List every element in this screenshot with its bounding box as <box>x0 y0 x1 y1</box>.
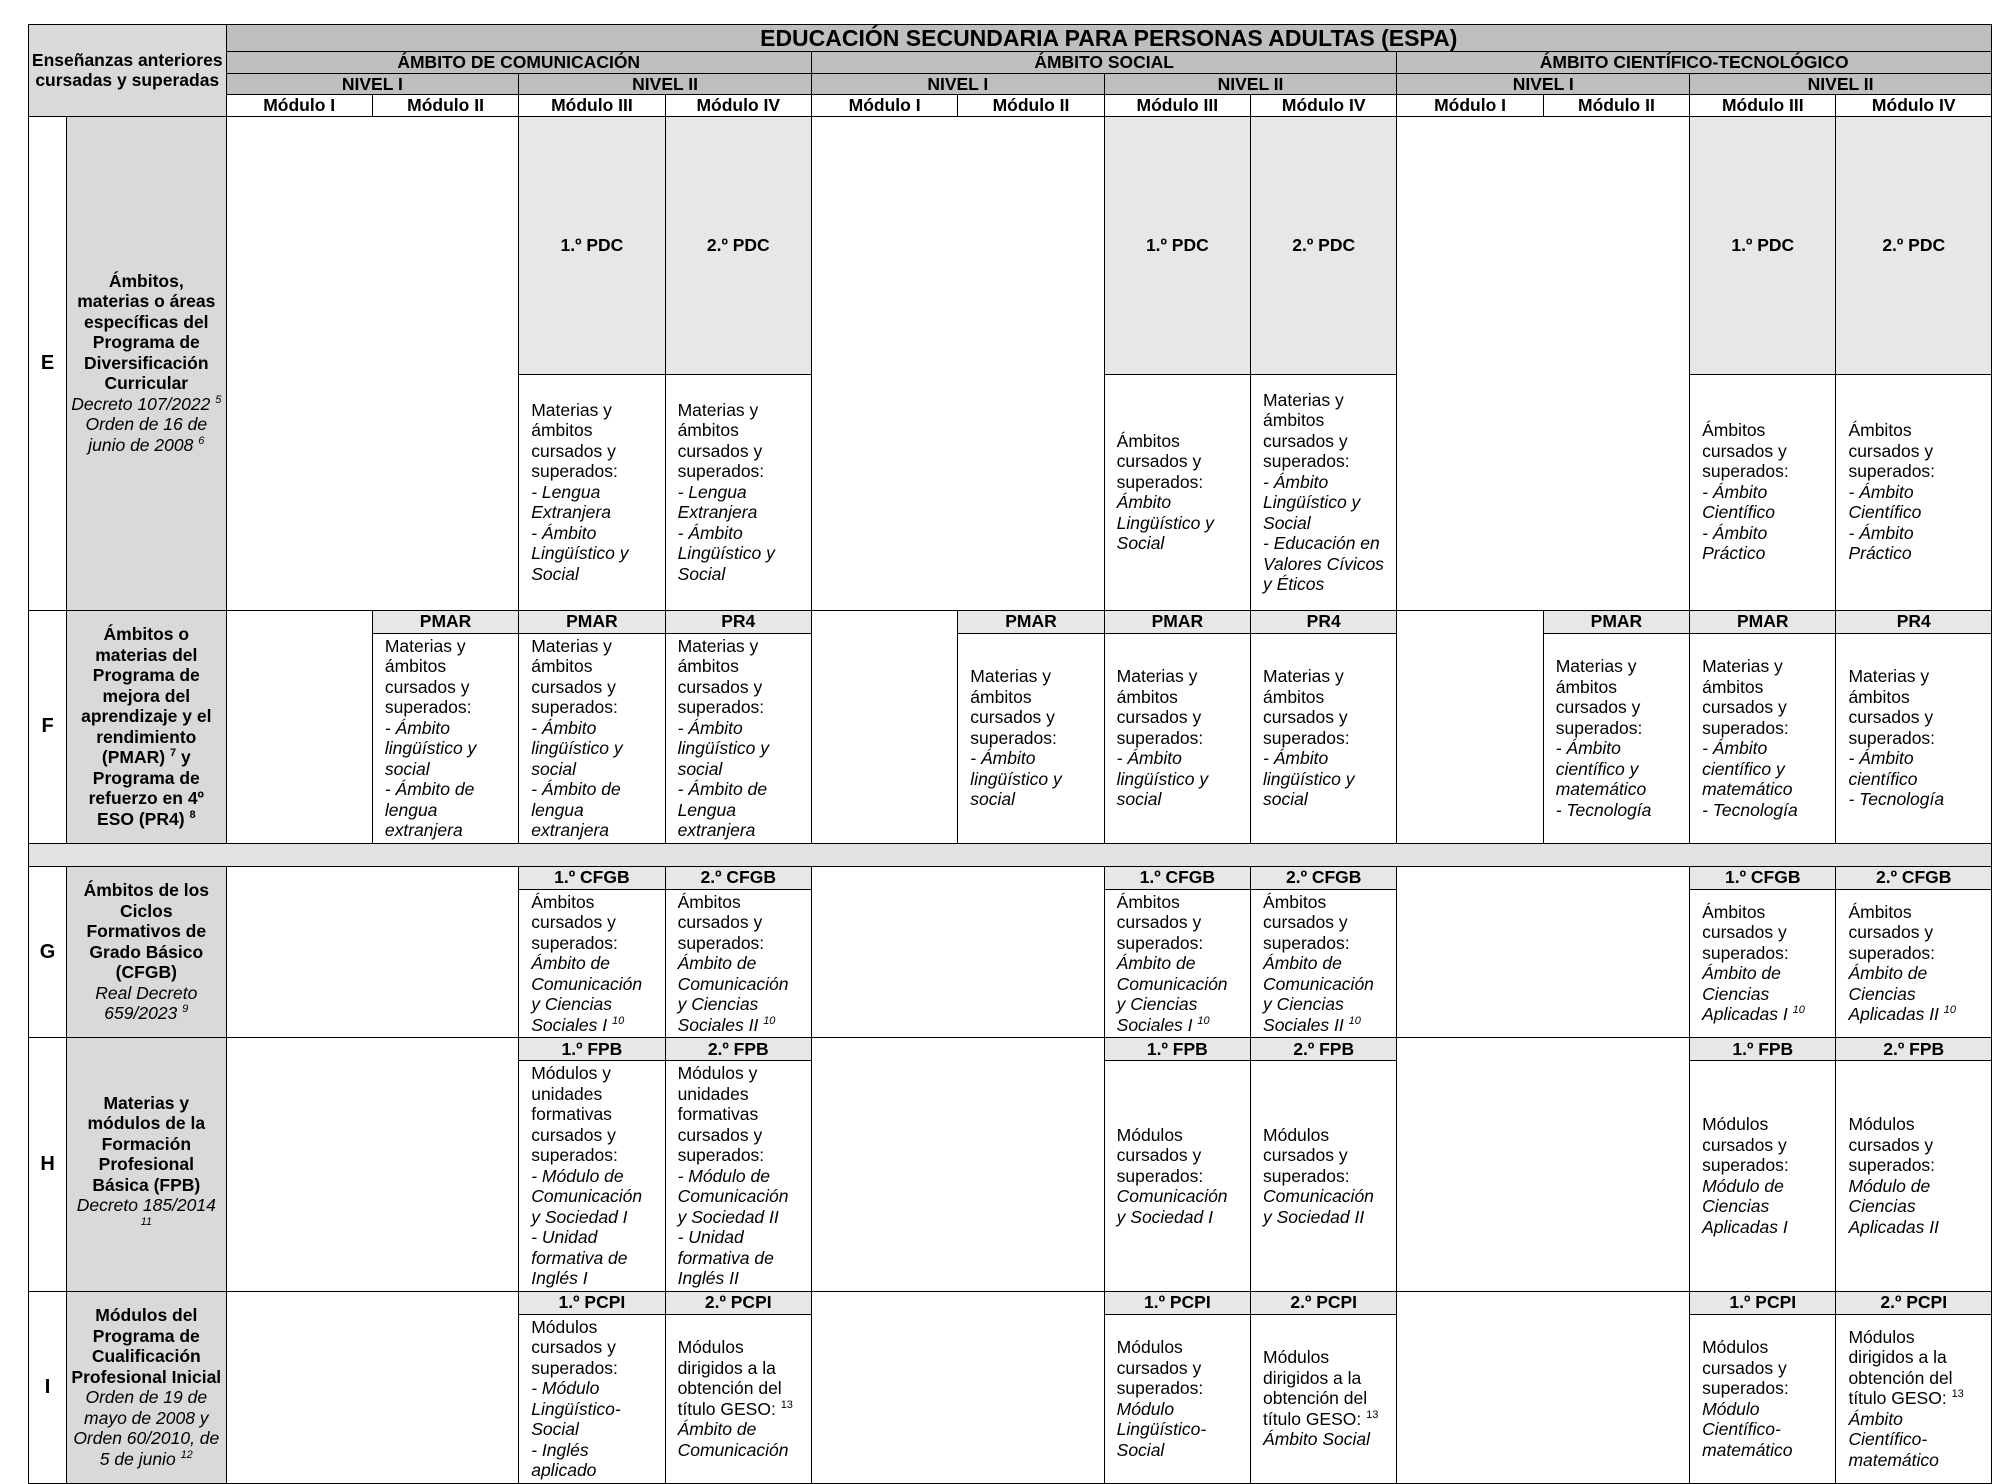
cell-text: Módulos cursados y superados: <box>1116 1124 1204 1186</box>
footnote-ref: 13 <box>1951 1388 1964 1401</box>
modulo-header: Módulo I <box>811 95 957 117</box>
row-label-ref <box>71 414 221 455</box>
course-header: 1.º FPB <box>519 1038 665 1061</box>
cell-text: Ámbitos cursados y superados: <box>1116 891 1204 953</box>
cell-text: Módulos y unidades formativas cursados y superados: <box>531 1063 618 1165</box>
cell-items: - Ámbito lingüístico y social - Ámbito de lengua extranjera <box>531 717 623 840</box>
row-label-ref-text: Decreto 107/2022 <box>71 393 211 414</box>
footnote-ref: 6 <box>198 434 205 447</box>
equivalence-cell <box>519 633 665 843</box>
course-header: 2.º PDC <box>665 116 811 374</box>
cell-items: Ámbito Lingüístico y Social <box>1116 492 1214 553</box>
cell-text: Ámbitos cursados y superados: <box>1848 420 1936 482</box>
row-letter: H <box>29 1038 67 1292</box>
empty-cell <box>1397 1291 1690 1483</box>
modulo-header: Módulo III <box>1690 95 1836 117</box>
row-letter: G <box>29 866 67 1038</box>
row-f <box>29 610 1992 633</box>
cell-items: - Módulo de Comunicación y Sociedad II - Unidad formativa de Inglés II <box>677 1165 789 1288</box>
equivalence-cell <box>1690 633 1836 843</box>
footnote-ref: 10 <box>1792 1004 1805 1017</box>
course-header: PMAR <box>1104 610 1250 633</box>
footnote-ref: 5 <box>215 393 222 406</box>
cell-text: Ámbitos cursados y superados: <box>1702 901 1789 963</box>
equivalence-cell <box>1543 633 1689 843</box>
ambito-comunicacion: ÁMBITO DE COMUNICACIÓN <box>226 52 811 74</box>
row-i <box>29 1291 1992 1314</box>
course-header: 1.º PDC <box>1104 116 1250 374</box>
empty-cell <box>1397 1038 1690 1292</box>
cell-text: Módulos dirigidos a la obtención del título GESO: <box>1848 1326 1953 1409</box>
course-header: PMAR <box>1690 610 1836 633</box>
modulo-header: Módulo III <box>1104 95 1250 117</box>
course-header: 2.º PDC <box>1836 116 1992 374</box>
cell-text: Materias y ámbitos cursados y superados: <box>384 635 472 717</box>
cell-items <box>678 953 799 1035</box>
modulo-header: Módulo III <box>519 95 665 117</box>
footnote-ref: 7 <box>169 747 177 760</box>
empty-cell <box>226 866 519 1038</box>
cell-items-text: Ámbito de Comunicación y Ciencias Sociales II <box>677 953 789 1035</box>
row-letter: E <box>29 116 67 610</box>
course-header: 2.º CFGB <box>665 866 811 889</box>
empty-cell <box>1397 116 1690 610</box>
course-header: PR4 <box>665 610 811 633</box>
cell-items-text: Ámbito de Ciencias Aplicadas II <box>1848 963 1939 1025</box>
row-label <box>67 1291 226 1483</box>
row-label-title-a: Ámbitos o materias del Programa de mejora del aprendizaje y el rendimiento (PMAR) <box>81 624 212 767</box>
row-label <box>67 116 226 610</box>
course-header: 2.º PCPI <box>665 1291 811 1314</box>
cell-items: Módulo de Ciencias Aplicadas I <box>1702 1175 1788 1237</box>
cell-items: Ámbito de Comunicación <box>677 1419 789 1460</box>
cell-text: Ámbitos cursados y superados: <box>1116 430 1204 492</box>
course-header: 1.º CFGB <box>519 866 665 889</box>
empty-cell <box>811 1291 1104 1483</box>
nivel-i-comunicacion: NIVEL I <box>226 73 519 95</box>
cell-text: Materias y ámbitos cursados y superados: <box>677 399 765 482</box>
equivalence-cell <box>1251 1061 1397 1292</box>
cell-items <box>1263 953 1384 1035</box>
cell-text: Materias y ámbitos cursados y superados: <box>1116 666 1204 748</box>
modulo-header: Módulo II <box>1543 95 1689 117</box>
nivel-i-social: NIVEL I <box>811 73 1104 95</box>
cell-items <box>1117 953 1238 1035</box>
equivalence-cell <box>1251 889 1397 1038</box>
cell-text: Módulos cursados y superados: <box>1702 1337 1789 1398</box>
nivel-i-cientifico: NIVEL I <box>1397 73 1690 95</box>
cell-text: Materias y ámbitos cursados y superados: <box>970 666 1057 748</box>
course-header: 1.º PDC <box>1690 116 1836 374</box>
footnote-ref: 10 <box>763 1014 776 1027</box>
equivalence-cell <box>665 1061 811 1292</box>
row-letter: I <box>29 1291 67 1483</box>
cell-text: Módulos cursados y superados: <box>531 1316 618 1378</box>
equivalence-cell <box>1251 633 1397 843</box>
course-header: PMAR <box>958 610 1104 633</box>
course-header: 1.º CFGB <box>1104 866 1250 889</box>
row-g <box>29 866 1992 889</box>
cell-text: Materias y ámbitos cursados y superados: <box>531 635 618 717</box>
cell-items-text: Ámbito de Comunicación y Ciencias Sociales I <box>1116 953 1228 1035</box>
equivalence-cell <box>665 1314 811 1483</box>
nivel-ii-cientifico: NIVEL II <box>1690 73 1992 95</box>
empty-cell <box>811 866 1104 1038</box>
cell-text: Módulos y unidades formativas cursados y superados: <box>677 1063 765 1165</box>
course-header: 2.º PDC <box>1251 116 1397 374</box>
cell-items-text: Ámbito de Comunicación y Ciencias Sociales II <box>1263 953 1374 1035</box>
cell-text: Materias y ámbitos cursados y superados: <box>1848 666 1936 748</box>
course-header: 1.º CFGB <box>1690 866 1836 889</box>
nivel-ii-comunicacion: NIVEL II <box>519 73 812 95</box>
footnote-ref: 8 <box>189 808 196 821</box>
cell-items: - Ámbito científico y matemático - Tecnología <box>1555 738 1652 820</box>
equivalence-cell <box>1104 889 1250 1038</box>
row-label-ref-text: Decreto 185/2014 <box>76 1195 216 1215</box>
equivalence-cell <box>1690 1314 1836 1483</box>
cell-items: - Ámbito científico - Tecnología <box>1848 748 1945 810</box>
row-label-ref <box>71 1195 221 1236</box>
row-label-title: Ámbitos, materias o áreas específicas del Programa de Diversificación Curricular <box>77 270 216 394</box>
cell-items: - Ámbito científico y matemático - Tecnología <box>1702 738 1798 820</box>
footnote-ref: 10 <box>1943 1004 1957 1017</box>
empty-cell <box>226 116 519 610</box>
row-label-title: Ámbitos de los Ciclos Formativos de Grado Básico (CFGB) <box>83 880 210 982</box>
equivalence-cell <box>665 889 811 1038</box>
equivalence-cell <box>519 1314 665 1483</box>
cell-text: Módulos dirigidos a la obtención del título GESO: <box>1263 1347 1368 1429</box>
row-label-ref <box>71 1387 221 1469</box>
course-header: PMAR <box>519 610 665 633</box>
cell-items-text: Ámbito de Ciencias Aplicadas I <box>1702 963 1788 1025</box>
modulo-header: Módulo I <box>1397 95 1543 117</box>
row-label <box>67 1038 226 1292</box>
row-label-ref-text: Orden de 16 de junio de 2008 <box>85 414 208 455</box>
cell-text: Materias y ámbitos cursados y superados: <box>1263 666 1350 748</box>
cell-items: Comunicación y Sociedad II <box>1263 1186 1374 1227</box>
cell-text: Materias y ámbitos cursados y superados: <box>677 635 765 717</box>
empty-cell <box>811 1038 1104 1292</box>
course-header: PR4 <box>1836 610 1992 633</box>
cell-items: - Módulo de Comunicación y Sociedad I - Unidad formativa de Inglés I <box>531 1165 643 1288</box>
equivalence-cell <box>1690 889 1836 1038</box>
row-label-ref-text: Orden de 19 de mayo de 2008 y Orden 60/2010, de 5 de junio <box>73 1387 220 1469</box>
modulo-header: Módulo I <box>226 95 372 117</box>
equivalence-cell <box>958 633 1104 843</box>
footnote-ref: 13 <box>1366 1408 1379 1421</box>
row-label-title: Módulos del Programa de Cualificación Profesional Inicial <box>71 1305 222 1387</box>
modulo-header: Módulo II <box>372 95 518 117</box>
cell-items: - Ámbito lingüístico y social - Ámbito de lengua extranjera <box>384 717 477 840</box>
course-header: PR4 <box>1251 610 1397 633</box>
modulo-header: Módulo IV <box>665 95 811 117</box>
equivalence-cell <box>1251 374 1397 610</box>
row-label-title: Materias y módulos de la Formación Profesional Básica (FPB) <box>87 1092 206 1195</box>
course-header: 1.º FPB <box>1690 1038 1836 1061</box>
course-header: 2.º FPB <box>1251 1038 1397 1061</box>
cell-text: Materias y ámbitos cursados y superados: <box>531 399 618 482</box>
equivalence-cell <box>519 889 665 1038</box>
cell-items: Comunicación y Sociedad I <box>1116 1186 1228 1227</box>
row-label-ref <box>71 983 221 1024</box>
row-h <box>29 1038 1992 1061</box>
corner-header: Enseñanzas anteriores cursadas y superadas <box>29 25 227 117</box>
cell-text: Ámbitos cursados y superados: <box>677 891 765 953</box>
empty-cell <box>811 116 1104 610</box>
equivalence-cell <box>1690 374 1836 610</box>
cell-text: Módulos dirigidos a la obtención del título GESO: <box>677 1337 782 1419</box>
row-label-ref <box>71 394 221 415</box>
cell-items: Módulo Lingüístico-Social <box>1116 1398 1207 1460</box>
row-letter: F <box>29 610 67 843</box>
cell-items: Módulo de Ciencias Aplicadas II <box>1848 1175 1939 1237</box>
section-separator <box>29 843 1992 866</box>
cell-items <box>531 953 652 1035</box>
cell-text: Ámbitos cursados y superados: <box>1702 420 1789 482</box>
footnote-ref: 10 <box>1348 1014 1361 1027</box>
cell-items: - Ámbito Científico - Ámbito Práctico <box>1848 481 1922 564</box>
footnote-ref: 9 <box>182 1003 189 1016</box>
cell-text: Materias y ámbitos cursados y superados: <box>1555 656 1643 738</box>
equivalence-cell <box>1104 1061 1250 1292</box>
cell-text: Módulos cursados y superados: <box>1116 1337 1204 1398</box>
course-header: 2.º FPB <box>1836 1038 1992 1061</box>
equivalence-cell <box>1836 1061 1992 1292</box>
ambito-cientifico: ÁMBITO CIENTÍFICO-TECNOLÓGICO <box>1397 52 1992 74</box>
cell-items: - Ámbito lingüístico y social <box>1116 748 1209 810</box>
cell-text: Ámbitos cursados y superados: <box>1848 901 1936 963</box>
cell-text: Módulos cursados y superados: <box>1848 1114 1936 1176</box>
cell-items: - Lengua Extranjera - Ámbito Lingüístico y Social <box>531 481 629 584</box>
equivalence-cell <box>665 633 811 843</box>
course-header: 2.º FPB <box>665 1038 811 1061</box>
row-label-ref-text: Real Decreto 659/2023 <box>95 982 198 1023</box>
equivalence-cell <box>1836 633 1992 843</box>
empty-cell <box>1397 866 1690 1038</box>
empty-cell <box>1397 610 1543 843</box>
cell-items-text: Ámbito de Comunicación y Ciencias Sociales I <box>531 953 643 1035</box>
footnote-ref: 13 <box>780 1398 793 1411</box>
cell-items <box>1702 963 1823 1025</box>
cell-items <box>1848 963 1979 1025</box>
course-header: 2.º PCPI <box>1251 1291 1397 1314</box>
row-label <box>67 866 226 1038</box>
modulo-header: Módulo IV <box>1836 95 1992 117</box>
cell-text: Ámbitos cursados y superados: <box>1263 891 1350 953</box>
equivalence-cell <box>519 1061 665 1292</box>
footnote-ref: 10 <box>1197 1014 1210 1027</box>
ambito-social: ÁMBITO SOCIAL <box>811 52 1396 74</box>
main-title: EDUCACIÓN SECUNDARIA PARA PERSONAS ADULTAS (ESPA) <box>226 25 1992 52</box>
footnote-ref: 10 <box>611 1014 625 1027</box>
cell-items: - Ámbito lingüístico y social <box>970 748 1062 810</box>
cell-items: - Lengua Extranjera - Ámbito Lingüístico y Social <box>677 481 775 584</box>
equivalence-cell <box>519 374 665 610</box>
separator-bar <box>29 843 1992 866</box>
row-e <box>29 116 1992 374</box>
empty-cell <box>226 1291 519 1483</box>
cell-text: Materias y ámbitos cursados y superados: <box>1702 656 1789 738</box>
equivalence-cell <box>372 633 518 843</box>
course-header: 1.º PCPI <box>519 1291 665 1314</box>
nivel-ii-social: NIVEL II <box>1104 73 1397 95</box>
empty-cell <box>811 610 957 843</box>
course-header: 1.º PDC <box>519 116 665 374</box>
modulo-header: Módulo II <box>958 95 1104 117</box>
cell-text: Ámbitos cursados y superados: <box>531 891 618 953</box>
cell-items: - Módulo Lingüístico-Social - Inglés aplicado <box>531 1378 621 1480</box>
course-header: 1.º PCPI <box>1690 1291 1836 1314</box>
cell-items: - Ámbito lingüístico y social <box>1263 748 1355 810</box>
modulo-header: Módulo IV <box>1251 95 1397 117</box>
cell-items: Módulo Científico-matemático <box>1702 1398 1793 1460</box>
cell-items: - Ámbito Científico - Ámbito Práctico <box>1702 481 1776 564</box>
course-header: 1.º FPB <box>1104 1038 1250 1061</box>
row-label-title-b: y Programa de refuerzo en 4º ESO (PR4) <box>88 747 204 829</box>
equivalence-cell <box>1251 1314 1397 1483</box>
course-header: 1.º PCPI <box>1104 1291 1250 1314</box>
footnote-ref: 12 <box>180 1448 193 1461</box>
course-header: 2.º CFGB <box>1836 866 1992 889</box>
cell-text: Módulos cursados y superados: <box>1263 1124 1350 1186</box>
cell-text: Materias y ámbitos cursados y superados: <box>1263 389 1350 471</box>
course-header: 2.º PCPI <box>1836 1291 1992 1314</box>
empty-cell <box>226 1038 519 1292</box>
cell-text: Módulos cursados y superados: <box>1702 1114 1789 1176</box>
cell-items: Ámbito Científico-matemático <box>1848 1408 1939 1470</box>
cell-items: Ámbito Social <box>1263 1429 1371 1450</box>
equivalence-cell <box>1690 1061 1836 1292</box>
equivalence-cell <box>1836 889 1992 1038</box>
equivalence-cell <box>1104 633 1250 843</box>
equivalence-cell <box>1104 1314 1250 1483</box>
equivalence-cell <box>1836 374 1992 610</box>
course-header: PMAR <box>1543 610 1689 633</box>
course-header: PMAR <box>372 610 518 633</box>
footnote-ref: 11 <box>140 1215 152 1228</box>
equivalence-cell <box>665 374 811 610</box>
cell-items: - Ámbito Lingüístico y Social - Educación en Valores Cívicos y Éticos <box>1263 471 1384 594</box>
row-label-title <box>71 624 221 829</box>
course-header: 2.º CFGB <box>1251 866 1397 889</box>
equivalence-cell <box>1836 1314 1992 1483</box>
cell-items: - Ámbito lingüístico y social - Ámbito de Lengua extranjera <box>677 717 770 840</box>
row-label <box>67 610 226 843</box>
empty-cell <box>226 610 372 843</box>
equivalence-cell <box>1104 374 1250 610</box>
